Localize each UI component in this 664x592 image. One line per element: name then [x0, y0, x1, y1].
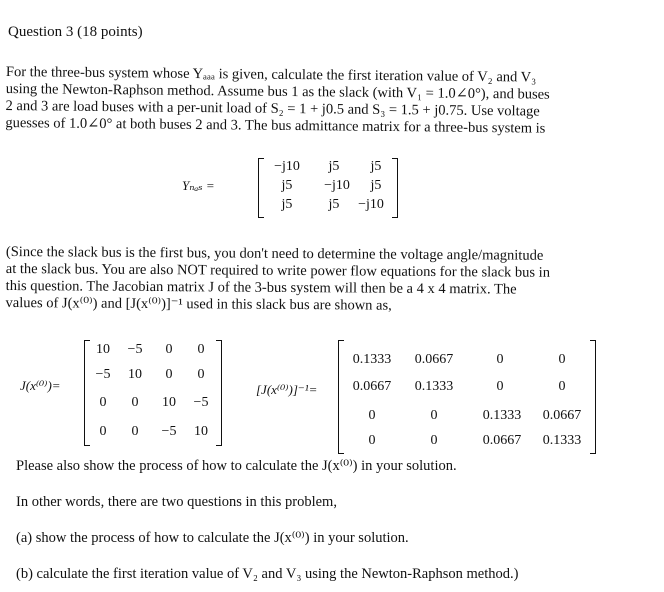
note-paragraph: [6, 244, 658, 317]
ybus-cell: −j10: [358, 197, 384, 212]
inverse-cell: 0: [558, 352, 566, 367]
ybus-cell: j5: [370, 159, 382, 174]
intro-line: For the three-bus system whose Yₐₐₐ is given, calculate the first iteration value of V₂ and V₃: [5, 64, 537, 86]
ybus-cell: −j10: [274, 159, 300, 174]
inverse-cell: 0: [496, 379, 504, 394]
jacobian-cell: 0: [99, 424, 107, 439]
footer-line-2: In other words, there are two questions in this problem,: [16, 494, 337, 510]
inverse-cell: 0.1333: [414, 379, 454, 394]
inverse-jacobian-label: [J(x⁽⁰⁾)]⁻¹=: [256, 382, 318, 397]
inverse-cell: 0: [558, 379, 566, 394]
note-line: values of J(x⁽⁰⁾) and [J(x⁽⁰⁾)]⁻¹ used in this slack bus are shown as,: [5, 294, 392, 314]
ybus-cell: −j10: [324, 178, 350, 193]
inverse-cell: 0.0667: [542, 408, 582, 423]
inverse-cell: 0.0667: [482, 433, 522, 448]
intro-line: guesses of 1.0∠0° at both buses 2 and 3. The bus admittance matrix for a three-bus system is: [5, 114, 546, 137]
jacobian-cell: 10: [128, 367, 142, 382]
intro-line: using the Newton-Raphson method. Assume bus 1 as the slack (with V₁ = 1.0∠0°), and buses: [5, 80, 550, 103]
inverse-cell: 0.0667: [352, 379, 392, 394]
jacobian-cell: 0: [165, 342, 173, 357]
jacobian-cell: −5: [95, 367, 111, 382]
inverse-cell: 0.1333: [482, 408, 522, 423]
footer-line-4: (b) calculate the first iteration value of V₂ and V₃ using the Newton-Raphson method.): [16, 566, 519, 582]
note-line: (Since the slack bus is the first bus, you don't need to determine the voltage angle/magnitude: [5, 244, 544, 264]
ybus-label: Yₙₐₛ =: [182, 178, 215, 193]
jacobian-cell: 0: [197, 367, 205, 382]
jacobian-cell: 0: [131, 424, 139, 439]
jacobian-cell: 0: [197, 342, 205, 357]
jacobian-cell: 0: [99, 395, 107, 410]
footer-line-3: (a) show the process of how to calculate the J(x⁽⁰⁾) in your solution.: [16, 530, 409, 546]
inverse-cell: 0: [368, 433, 376, 448]
note-line: this question. The Jacobian matrix J of the 3-bus system will then be a 4 x 4 matrix. The: [5, 277, 517, 298]
ybus-cell: j5: [281, 178, 293, 193]
jacobian-label: J(x⁽⁰⁾)=: [20, 378, 61, 393]
jacobian-cell: 10: [96, 342, 110, 357]
inverse-cell: 0: [430, 433, 438, 448]
inverse-right-bracket: [590, 340, 596, 454]
inverse-cell: 0: [496, 352, 504, 367]
jacobian-cell: −5: [127, 342, 143, 357]
inverse-cell: 0.1333: [542, 433, 582, 448]
ybus-cell: j5: [281, 197, 293, 212]
jacobian-right-bracket: [216, 340, 222, 446]
inverse-cell: 0.0667: [414, 352, 454, 367]
inverse-cell: 0: [368, 408, 376, 423]
jacobian-cell: −5: [193, 395, 209, 410]
question-title: Question 3 (18 points): [8, 24, 143, 40]
inverse-cell: 0.1333: [352, 352, 392, 367]
jacobian-cell: −5: [161, 424, 177, 439]
note-line: at the slack bus. You are also NOT required to write power flow equations for the slack bus in: [5, 260, 551, 281]
ybus-cell: j5: [370, 178, 382, 193]
footer-line-1: Please also show the process of how to calculate the J(x⁽⁰⁾) in your solution.: [16, 458, 457, 474]
intro-paragraph: [5, 64, 658, 139]
inverse-cell: 0: [430, 408, 438, 423]
jacobian-cell: 0: [165, 367, 173, 382]
intro-line: 2 and 3 are load buses with a per-unit load of S₂ = 1 + j0.5 and S₃ = 1.5 + j0.75. Use voltage: [5, 97, 540, 120]
ybus-cell: j5: [328, 159, 340, 174]
jacobian-cell: 0: [131, 395, 139, 410]
ybus-cell: j5: [328, 197, 340, 212]
jacobian-cell: 10: [194, 424, 208, 439]
jacobian-cell: 10: [162, 395, 176, 410]
